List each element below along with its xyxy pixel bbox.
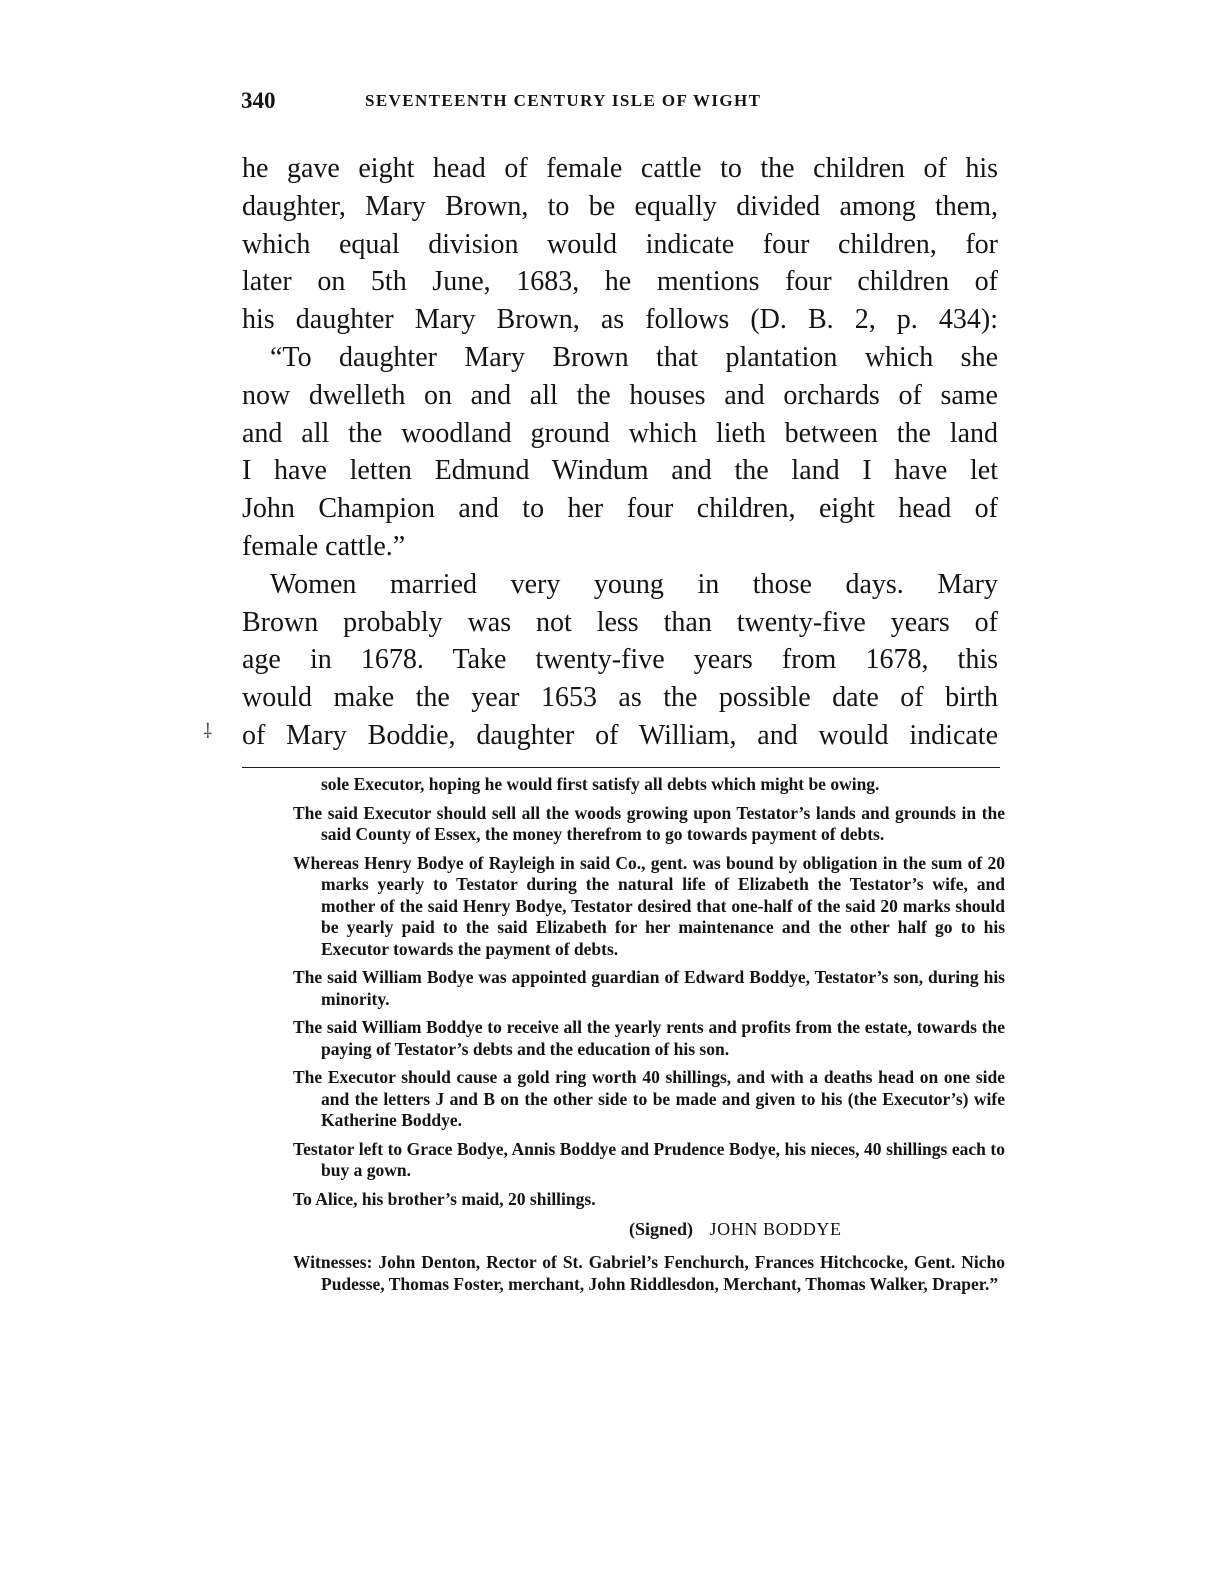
- body-line: Brown probably was not less than twenty-five years of: [242, 606, 998, 638]
- body-line: he gave eight head of female cattle to the children of his: [242, 153, 998, 184]
- footnotes: [293, 774, 1005, 1302]
- signature-label: (Signed): [629, 1219, 694, 1239]
- running-head: [241, 88, 1001, 118]
- footnote-item: The said Executor should sell all the woods growing upon Testator’s lands and grounds in the said County of Essex, the money therefrom to go towards payment of debts.: [293, 802, 1005, 844]
- body-line: of Mary Boddie, daughter of William, and would indicate: [242, 719, 998, 751]
- body-line: Women married very young in those days. Mary: [270, 568, 998, 600]
- page-number: 340: [241, 88, 276, 113]
- body-line: “To daughter Mary Brown that plantation which she: [270, 341, 998, 373]
- footnote-item: The said William Boddye to receive all the yearly rents and profits from the estate, towards the paying of Testator’s debts and the education of his son.: [293, 1017, 1005, 1059]
- body-line: age in 1678. Take twenty-five years from 1678, this: [242, 644, 998, 676]
- body-line: and all the woodland ground which lieth between the land: [242, 417, 998, 449]
- footnote-item: To Alice, his brother’s maid, 20 shillings.: [293, 1188, 596, 1209]
- body-line: which equal division would indicate four children, for: [242, 228, 998, 260]
- signature-name: JOHN BODDYE: [709, 1219, 842, 1239]
- footnote-continuation: sole Executor, hoping he would first satisfy all debts which might be owing.: [321, 774, 880, 794]
- body-line: later on 5th June, 1683, he mentions four children of: [242, 266, 998, 298]
- signature-line: [293, 1217, 1005, 1241]
- footnote-item: The said William Bodye was appointed guardian of Edward Boddye, Testator’s son, during his minority.: [293, 967, 1005, 1009]
- body-text: [242, 150, 998, 755]
- margin-mark-icon: ⸸: [203, 721, 213, 743]
- footnote-item: Testator left to Grace Bodye, Annis Boddye and Prudence Bodye, his nieces, 40 shillings each to buy a gown.: [293, 1138, 1005, 1180]
- body-line: would make the year 1653 as the possible date of birth: [242, 682, 998, 714]
- body-line: I have letten Edmund Windum and the land I have let: [242, 455, 998, 487]
- body-line: his daughter Mary Brown, as follows (D. B. 2, p. 434):: [242, 304, 998, 336]
- running-title: SEVENTEENTH CENTURY ISLE OF WIGHT: [365, 91, 762, 110]
- footnote-item: The Executor should cause a gold ring worth 40 shillings, and with a deaths head on one side and the letters J and B on the other side to be made and given to his (the Executor’s) wife Katherine Boddye.: [293, 1067, 1005, 1130]
- body-line: daughter, Mary Brown, to be equally divided among them,: [242, 190, 998, 222]
- body-line: female cattle.”: [242, 530, 406, 562]
- body-line: now dwelleth on and all the houses and orchards of same: [242, 379, 998, 411]
- witnesses: Witnesses: John Denton, Rector of St. Gabriel’s Fenchurch, Frances Hitchcocke, Gent. Nicho Pudesse, Thomas Foster, merchant, John Riddlesdon, Merchant, Thomas Walker, Draper.”: [293, 1252, 1005, 1294]
- footnote-rule: [242, 767, 1000, 768]
- footnote-item: Whereas Henry Bodye of Rayleigh in said Co., gent. was bound by obligation in the sum of 20 marks yearly to Testator during the natural life of Elizabeth the Testator’s wife, and mother of the said Henry Bodye, Testator desired that one-half of the said 20 marks should be yearly paid to the said Elizabeth for her maintenance and the other half go to his Executor towards the payment of debts.: [293, 852, 1005, 959]
- body-line: John Champion and to her four children, eight head of: [242, 493, 998, 525]
